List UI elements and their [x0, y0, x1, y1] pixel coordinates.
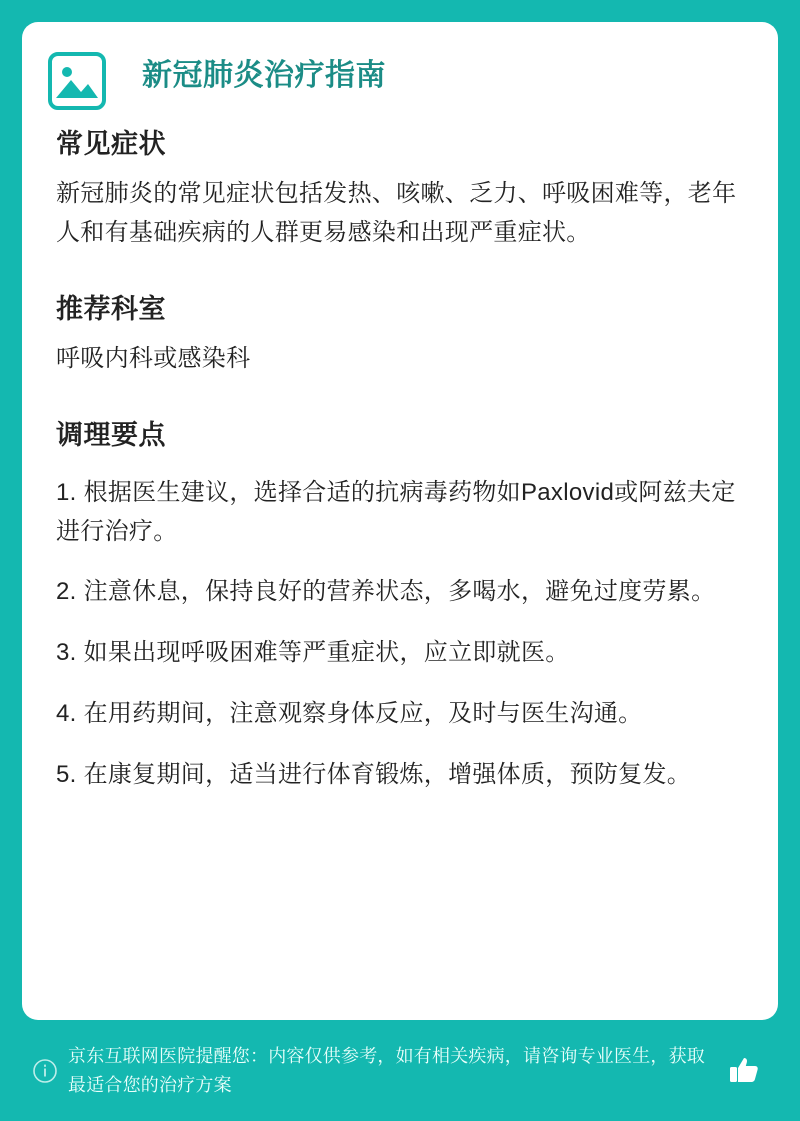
section-heading-department: 推荐科室 [56, 293, 166, 324]
list-item: 2. 注意休息，保持良好的营养状态，多喝水，避免过度劳累。 [56, 578, 716, 606]
info-circle-icon [30, 1056, 60, 1086]
section-text-symptoms: 新冠肺炎的常见症状包括发热、咳嗽、乏力、呼吸困难等，老年人和有基础疾病的人群更易感染和出现严重症状。 [56, 180, 737, 246]
section-heading-care-points: 调理要点 [56, 419, 166, 450]
section-heading-symptoms: 常见症状 [56, 129, 166, 159]
list-item: 1. 根据医生建议，选择合适的抗病毒药物如Paxlovid或阿兹夫定进行治疗。 [56, 478, 736, 545]
page-title: 新冠肺炎治疗指南 [142, 59, 386, 92]
list-item: 5. 在康复期间，适当进行体育锻炼，增强体质，预防复发。 [56, 761, 692, 788]
section-text-department: 呼吸内科或感染科 [56, 344, 251, 372]
care-points-list [56, 474, 744, 795]
footer-text: 京东互联网医院提醒您：内容仅供参考，如有相关疾病，请咨询专业医生，获取最适合您的治疗方案 [68, 1045, 705, 1095]
list-item: 3. 如果出现呼吸困难等严重症状，应立即就医。 [56, 639, 570, 667]
list-item: 4. 在用药期间，注意观察身体反应，及时与医生沟通。 [56, 700, 643, 728]
footer-disclaimer [22, 1020, 778, 1121]
guide-card [22, 22, 778, 1020]
document-image-icon [48, 52, 106, 110]
thumbs-up-icon[interactable] [724, 1050, 766, 1092]
